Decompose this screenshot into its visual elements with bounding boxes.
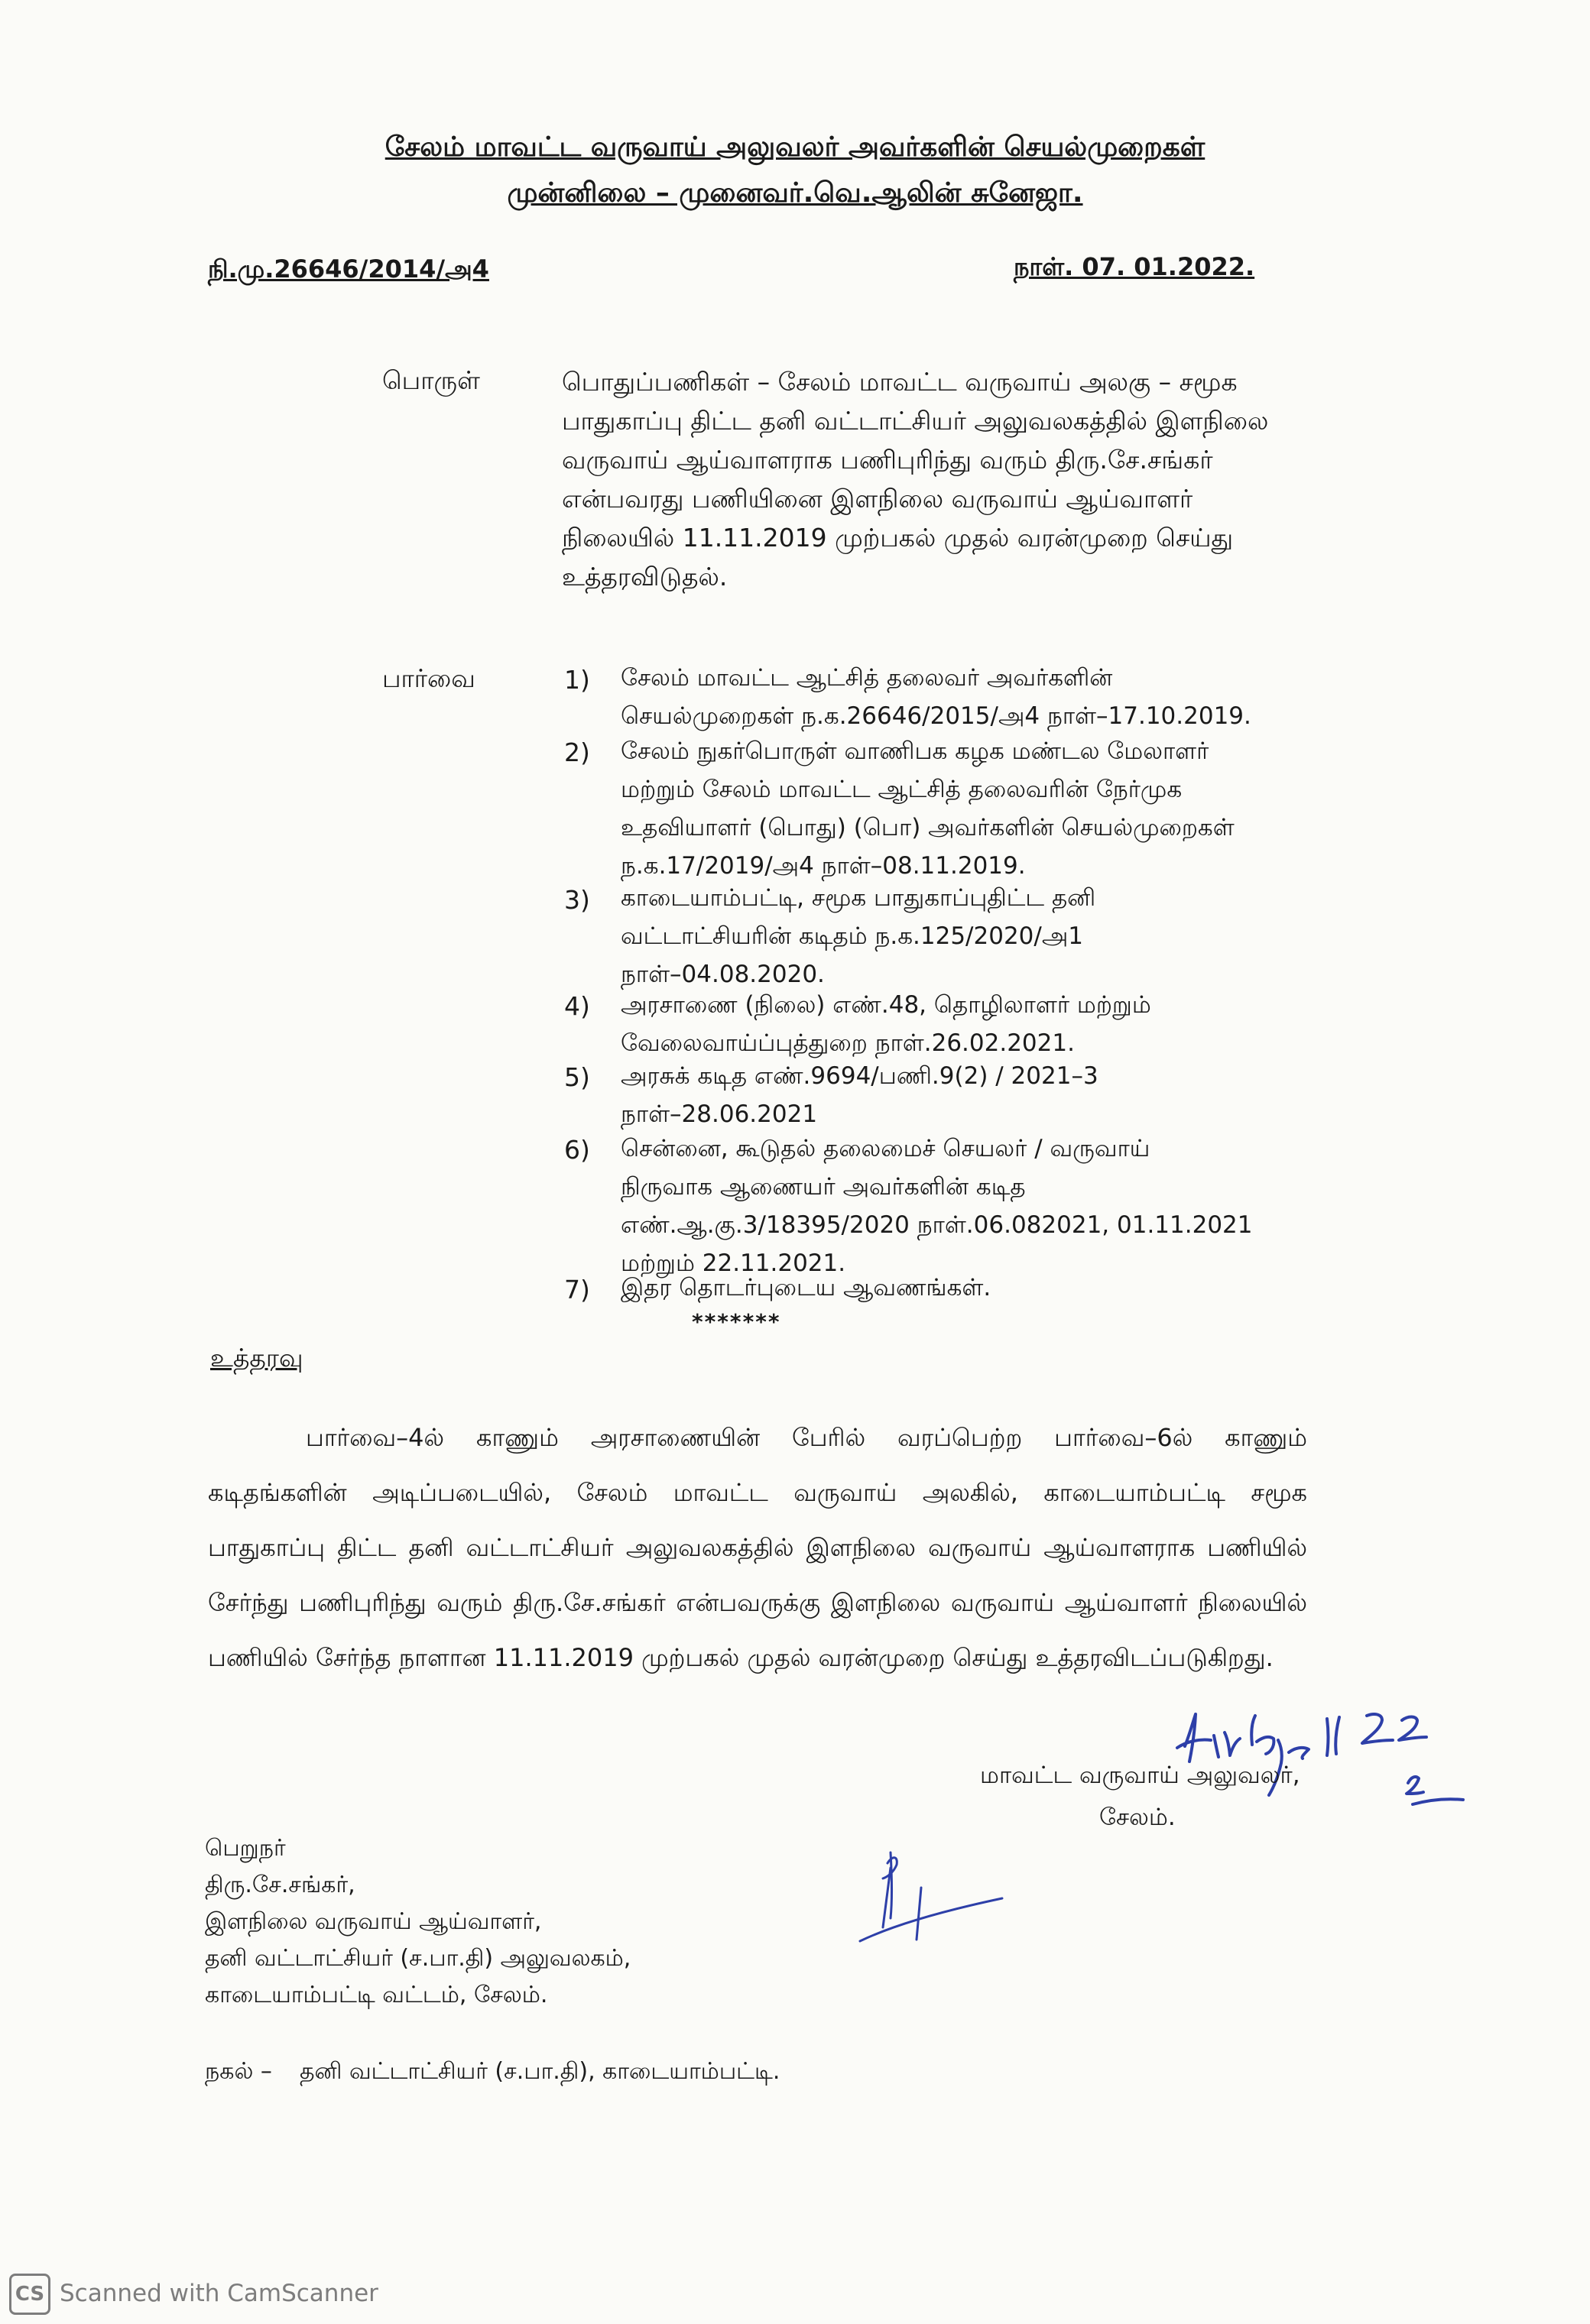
order-body	[208, 1410, 1307, 1685]
signatory-designation: மாவட்ட வருவாய் அலுவலர்,	[980, 1762, 1300, 1789]
reference-line: சென்னை, கூடுதல் தலைமைச் செயலர் / வருவாய்	[621, 1135, 1150, 1162]
subject-text	[562, 362, 1282, 596]
copy-label: நகல் –	[205, 2058, 272, 2085]
file-number: நி.மு.26646/2014/அ4	[208, 254, 489, 284]
order-line: பார்வை–4ல் காணும் அரசாணையின் பேரில் வரப்பெற்ற பார்வை–6ல் காணும்	[306, 1423, 1307, 1452]
order-date: நாள். 07. 01.2022.	[1014, 252, 1255, 281]
reference-item	[621, 1269, 1282, 1307]
reference-line: நிருவாக ஆணையர் அவர்களின் கடித	[621, 1173, 1026, 1201]
order-line: பணியில் சேர்ந்த நாளான 11.11.2019 முற்பகல் முதல் வரன்முறை செய்து உத்தரவிடப்படுகிறது.	[208, 1643, 1274, 1672]
order-line: சேர்ந்து பணிபுரிந்து வரும் திரு.சே.சங்கர் என்பவருக்கு இளநிலை வருவாய் ஆய்வாளர் நிலையில்	[208, 1588, 1307, 1617]
reference-line: நாள்–04.08.2020.	[621, 961, 825, 988]
reference-number: 3)	[564, 885, 590, 915]
reference-line: இதர தொடர்புடைய ஆவணங்கள்.	[621, 1274, 991, 1301]
reference-line: மற்றும் 22.11.2021.	[621, 1250, 846, 1277]
reference-line: வேலைவாய்ப்புத்துறை நாள்.26.02.2021.	[621, 1029, 1075, 1057]
order-heading: உத்தரவு	[210, 1343, 303, 1373]
received-mark	[837, 1842, 1021, 1956]
camscanner-logo: CS	[9, 2274, 50, 2315]
separator-stars: *******	[692, 1309, 781, 1334]
reference-line: உதவியாளர் (பொது) (பொ) அவர்களின் செயல்முறைகள்	[621, 814, 1235, 841]
reference-line: சேலம் மாவட்ட ஆட்சித் தலைவர் அவர்களின்	[621, 664, 1113, 692]
reference-item	[621, 1057, 1282, 1133]
reference-number: 4)	[564, 991, 590, 1021]
reference-item	[621, 986, 1282, 1062]
order-line: கடிதங்களின் அடிப்படையில், சேலம் மாவட்ட வருவாய் அலகில், காடையாம்பட்டி சமூக	[208, 1478, 1307, 1507]
subject-line: வருவாய் ஆய்வாளராக பணிபுரிந்து வரும் திரு.சே.சங்கர்	[562, 445, 1213, 475]
recipient-label: பெறுநர்	[205, 1835, 286, 1862]
reference-number: 2)	[564, 737, 590, 767]
reference-line: ந.க.17/2019/அ4 நாள்–08.11.2019.	[621, 852, 1026, 880]
address-line: திரு.சே.சங்கர்,	[205, 1872, 355, 1898]
reference-line: அரசாணை (நிலை) எண்.48, தொழிலாளர் மற்றும்	[621, 991, 1151, 1019]
reference-item	[621, 659, 1282, 735]
subject-line: பொதுப்பணிகள் – சேலம் மாவட்ட வருவாய் அலகு – சமூக	[562, 367, 1238, 397]
subject-line: என்பவரது பணியினை இளநிலை வருவாய் ஆய்வாளர்	[562, 484, 1193, 514]
reference-number: 1)	[564, 665, 590, 695]
reference-line: மற்றும் சேலம் மாவட்ட ஆட்சித் தலைவரின் நேர்முக	[621, 776, 1183, 803]
reference-number: 5)	[564, 1062, 590, 1092]
subject-label: பொருள்	[382, 365, 480, 395]
address-line: இளநிலை வருவாய் ஆய்வாளர்,	[205, 1908, 542, 1935]
subject-line: நிலையில் 11.11.2019 முற்பகல் முதல் வரன்முறை செய்து	[562, 523, 1234, 553]
reference-line: வட்டாட்சியரின் கடிதம் ந.க.125/2020/அ1	[621, 922, 1084, 950]
reference-item	[621, 1130, 1282, 1282]
scan-watermark: Scanned with CamScanner	[60, 2280, 378, 2307]
reference-number: 6)	[564, 1135, 590, 1165]
reference-item	[621, 879, 1282, 993]
recipient-address	[205, 1867, 631, 2014]
reference-number: 7)	[564, 1275, 590, 1305]
order-line: பாதுகாப்பு திட்ட தனி வட்டாட்சியர் அலுவலகத்தில் இளநிலை வருவாய் ஆய்வாளராக பணியில்	[208, 1533, 1307, 1562]
reference-line: செயல்முறைகள் ந.க.26646/2015/அ4 நாள்–17.10.2019.	[621, 702, 1251, 730]
page-title: சேலம் மாவட்ட வருவாய் அலுவலர் அவர்களின் செயல்முறைகள்	[385, 131, 1205, 163]
page-subtitle: முன்னிலை – முனைவர்.வெ.ஆலின் சுனேஜா.	[507, 177, 1083, 209]
address-line: தனி வட்டாட்சியர் (ச.பா.தி) அலுவலகம்,	[205, 1945, 631, 1972]
reference-line: அரசுக் கடித எண்.9694/பணி.9(2) / 2021–3	[621, 1062, 1098, 1090]
reference-item	[621, 732, 1282, 885]
references-label: பார்வை	[382, 663, 475, 693]
reference-line: எண்.ஆ.கு.3/18395/2020 நாள்.06.082021, 01.11.2021	[621, 1211, 1253, 1239]
signatory-place: சேலம்.	[1099, 1804, 1176, 1831]
address-line: காடையாம்பட்டி வட்டம், சேலம்.	[205, 1982, 548, 2008]
reference-line: சேலம் நுகர்பொருள் வாணிபக கழக மண்டல மேலாளர்	[621, 737, 1209, 765]
reference-line: நாள்–28.06.2021	[621, 1100, 818, 1128]
subject-line: உத்தரவிடுதல்.	[562, 562, 728, 592]
copy-to: தனி வட்டாட்சியர் (ச.பா.தி), காடையாம்பட்டி.	[300, 2058, 780, 2085]
reference-line: காடையாம்பட்டி, சமூக பாதுகாப்புதிட்ட தனி	[621, 884, 1096, 912]
subject-line: பாதுகாப்பு திட்ட தனி வட்டாட்சியர் அலுவலகத்தில் இளநிலை	[562, 406, 1269, 436]
